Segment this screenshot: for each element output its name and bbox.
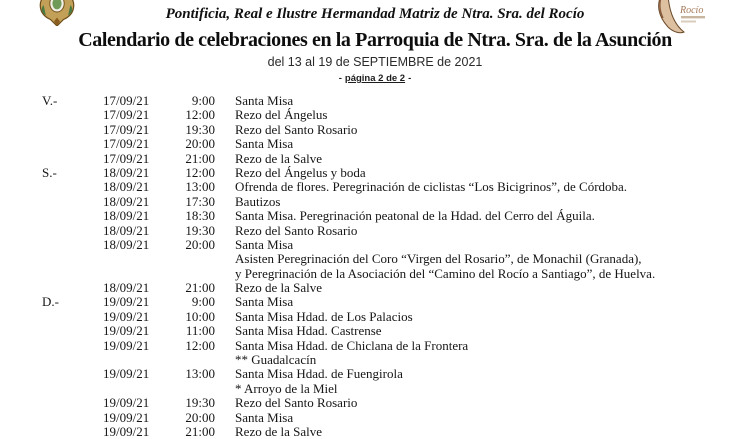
page-number-prefix: - <box>338 73 342 84</box>
day-cell <box>42 267 103 281</box>
event-cell: ** Guadalcacín <box>235 352 317 368</box>
schedule-row <box>0 152 750 166</box>
date-cell: 18/09/21 <box>103 164 150 180</box>
time-cell: 20:00 <box>185 409 215 425</box>
time-cell: 13:00 <box>185 179 215 195</box>
day-cell: S.- <box>42 164 57 180</box>
schedule-row <box>0 224 750 238</box>
day-cell <box>42 310 103 324</box>
date-cell: 19/09/21 <box>103 308 150 324</box>
schedule-row <box>0 108 750 122</box>
date-cell: 17/09/21 <box>103 93 150 108</box>
page-title: Calendario de celebraciones en la Parroquia de Ntra. Sra. de la Asunción <box>78 29 672 51</box>
time-cell: 12:00 <box>185 337 215 353</box>
schedule-row <box>0 353 750 367</box>
day-cell <box>42 411 103 425</box>
event-cell: Santa Misa <box>235 136 294 152</box>
rocio-logo-text: Rocío <box>680 5 704 16</box>
event-cell: Santa Misa Hdad. de Los Palacios <box>235 308 413 324</box>
event-cell: Rezo de la Salve <box>235 150 322 166</box>
time-cell: 9:00 <box>191 294 215 310</box>
schedule-row <box>0 180 750 194</box>
schedule-row <box>0 382 750 396</box>
event-cell: Asisten Peregrinación del Coro “Virgen del Rosario”, de Monachil (Granada), <box>235 251 642 267</box>
event-cell: Santa Misa Hdad. de Chiclana de la Frontera <box>235 337 469 353</box>
day-cell <box>42 382 103 396</box>
event-cell: Rezo de la Salve <box>235 423 322 439</box>
day-cell: D.- <box>42 294 59 310</box>
time-cell: 13:00 <box>185 366 215 382</box>
time-cell: 12:00 <box>185 164 215 180</box>
date-cell: 18/09/21 <box>103 179 150 195</box>
day-cell <box>42 281 103 295</box>
date-cell <box>103 382 170 396</box>
schedule-row <box>0 339 750 353</box>
schedule-row <box>0 123 750 137</box>
day-cell <box>42 324 103 338</box>
time-cell: 19:30 <box>185 222 215 238</box>
event-cell: Rezo del Ángelus <box>235 107 328 123</box>
time-cell: 10:00 <box>185 308 215 324</box>
date-cell: 18/09/21 <box>103 208 150 224</box>
day-cell <box>42 353 103 367</box>
date-cell: 18/09/21 <box>103 222 150 238</box>
schedule-row <box>0 425 750 439</box>
schedule-row <box>0 94 750 108</box>
event-cell: y Peregrinación de la Asociación del “Camino del Rocío a Santiago”, de Huelva. <box>235 265 656 281</box>
date-cell: 19/09/21 <box>103 423 150 439</box>
day-cell <box>42 396 103 410</box>
time-cell <box>170 267 215 281</box>
date-cell: 19/09/21 <box>103 294 150 310</box>
time-cell: 21:00 <box>185 150 215 166</box>
event-cell: Santa Misa <box>235 409 294 425</box>
schedule-row <box>0 209 750 223</box>
day-cell <box>42 425 103 439</box>
schedule-row <box>0 295 750 309</box>
schedule-row <box>0 411 750 425</box>
time-cell: 17:30 <box>185 193 215 209</box>
date-cell: 17/09/21 <box>103 121 150 137</box>
date-cell: 19/09/21 <box>103 323 150 339</box>
date-cell: 17/09/21 <box>103 107 150 123</box>
time-cell: 21:00 <box>185 280 215 296</box>
schedule-row <box>0 310 750 324</box>
event-cell: Santa Misa <box>235 294 294 310</box>
time-cell: 19:30 <box>185 121 215 137</box>
day-cell <box>42 252 103 266</box>
schedule-row <box>0 367 750 381</box>
schedule-row <box>0 396 750 410</box>
event-cell: Santa Misa. Peregrinación peatonal de la Hdad. del Cerro del Águila. <box>235 208 595 224</box>
event-cell: Santa Misa Hdad. Castrense <box>235 323 382 339</box>
schedule-row <box>0 324 750 338</box>
date-cell: 17/09/21 <box>103 150 150 166</box>
time-cell: 20:00 <box>185 136 215 152</box>
event-cell: Santa Misa <box>235 236 294 252</box>
date-cell <box>103 353 170 367</box>
day-cell <box>42 108 103 122</box>
event-cell: Bautizos <box>235 193 281 209</box>
time-cell: 21:00 <box>185 423 215 439</box>
page-number-label: página 2 de 2 <box>344 73 406 84</box>
page-number-suffix: - <box>408 73 412 84</box>
event-cell: * Arroyo de la Miel <box>235 380 338 396</box>
time-cell: 9:00 <box>191 93 215 108</box>
schedule-row <box>0 252 750 266</box>
date-cell: 17/09/21 <box>103 136 150 152</box>
event-cell: Rezo del Santo Rosario <box>235 222 358 238</box>
day-cell <box>42 209 103 223</box>
schedule-row <box>0 238 750 252</box>
date-cell: 18/09/21 <box>103 193 150 209</box>
schedule-row <box>0 137 750 151</box>
day-cell <box>42 367 103 381</box>
day-cell <box>42 224 103 238</box>
org-title: Pontificia, Real e Ilustre Hermandad Matriz de Ntra. Sra. del Rocío <box>165 6 585 22</box>
schedule-row <box>0 281 750 295</box>
time-cell <box>170 353 215 367</box>
day-cell <box>42 137 103 151</box>
day-cell <box>42 123 103 137</box>
day-cell <box>42 195 103 209</box>
schedule-row <box>0 166 750 180</box>
time-cell: 11:00 <box>185 323 215 339</box>
day-cell <box>42 152 103 166</box>
day-cell: V.- <box>42 93 58 108</box>
schedule-rows <box>0 94 750 439</box>
day-cell <box>42 238 103 252</box>
time-cell: 12:00 <box>185 107 215 123</box>
time-cell: 20:00 <box>185 236 215 252</box>
time-cell: 19:30 <box>185 395 215 411</box>
date-cell: 18/09/21 <box>103 280 150 296</box>
date-cell: 19/09/21 <box>103 395 150 411</box>
date-cell <box>103 252 170 266</box>
time-cell: 18:30 <box>185 208 215 224</box>
event-cell: Santa Misa <box>235 93 294 108</box>
date-cell: 19/09/21 <box>103 409 150 425</box>
event-cell: Rezo del Santo Rosario <box>235 395 358 411</box>
day-cell <box>42 180 103 194</box>
date-cell <box>103 267 170 281</box>
event-cell: Rezo del Ángelus y boda <box>235 164 366 180</box>
schedule-row <box>0 195 750 209</box>
schedule-row <box>0 267 750 281</box>
time-cell <box>170 382 215 396</box>
event-cell: Rezo del Santo Rosario <box>235 121 358 137</box>
event-cell: Ofrenda de flores. Peregrinación de ciclistas “Los Bicigrinos”, de Córdoba. <box>235 179 628 195</box>
date-cell: 18/09/21 <box>103 236 150 252</box>
time-cell <box>170 252 215 266</box>
event-cell: Santa Misa Hdad. de Fuengirola <box>235 366 403 382</box>
date-range-subtitle: del 13 al 19 de SEPTIEMBRE de 2021 <box>267 55 483 69</box>
date-cell: 19/09/21 <box>103 366 150 382</box>
page-number-line <box>0 73 750 84</box>
day-cell <box>42 339 103 353</box>
date-cell: 19/09/21 <box>103 337 150 353</box>
event-cell: Rezo de la Salve <box>235 280 322 296</box>
